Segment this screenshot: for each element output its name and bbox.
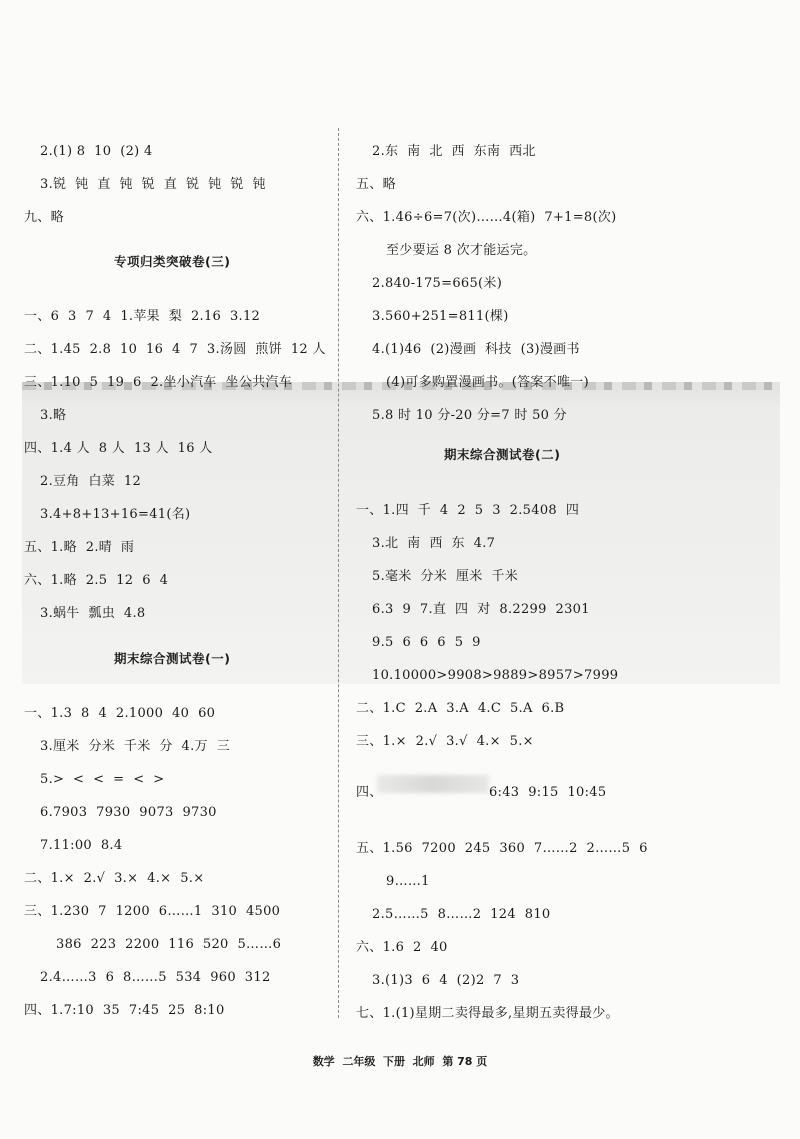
answer-line: 6.3 9 7.直 四 对 8.2299 2301 bbox=[372, 602, 590, 617]
answer-line: 五、1.略 2.晴 雨 bbox=[24, 540, 135, 555]
answer-line: 7.11:00 8.4 bbox=[40, 838, 123, 853]
answer-line: 2.4……3 6 8……5 534 960 312 bbox=[40, 970, 271, 985]
answer-line: 3.560+251=811(棵) bbox=[372, 309, 509, 324]
answer-line: 七、1.(1)星期二卖得最多,星期五卖得最少。 bbox=[356, 1006, 619, 1021]
answer-line: 10.10000>9908>9889>8957>7999 bbox=[372, 668, 619, 683]
answer-line: 一、6 3 7 4 1.苹果 梨 2.16 3.12 bbox=[24, 309, 261, 324]
answer-line: 五、略 bbox=[356, 177, 396, 192]
answer-line: 5.> < < = < > bbox=[40, 772, 165, 787]
answer-line: 一、1.四 千 4 2 5 3 2.5408 四 bbox=[356, 503, 580, 518]
answer-line: (4)可多购置漫画书。(答案不唯一) bbox=[386, 375, 589, 390]
answer-line: 3.北 南 西 东 4.7 bbox=[372, 536, 496, 551]
answer-line: 六、1.6 2 40 bbox=[356, 940, 448, 955]
answer-line: 3.4+8+13+16=41(名) bbox=[40, 507, 191, 522]
answer-line: 3.蜗牛 瓢虫 4.8 bbox=[40, 606, 146, 621]
answer-line: 三、1.230 7 1200 6……1 310 4500 bbox=[24, 904, 281, 919]
answer-line: 三、1.10 5 19 6 2.坐小汽车 坐公共汽车 bbox=[24, 375, 293, 390]
answer-line: 四、 6:43 9:15 10:45 bbox=[356, 785, 607, 800]
answer-line: 二、1.C 2.A 3.A 4.C 5.A 6.B bbox=[356, 701, 565, 716]
answer-line: 三、1.× 2.√ 3.√ 4.× 5.× bbox=[356, 734, 534, 749]
answer-line: 5.8 时 10 分-20 分=7 时 50 分 bbox=[372, 408, 567, 423]
answer-line: 9.5 6 6 6 5 9 bbox=[372, 635, 481, 650]
answer-line: 四、1.7:10 35 7:45 25 8:10 bbox=[24, 1003, 225, 1018]
section-heading: 期末综合测试卷(二) bbox=[444, 447, 561, 462]
answer-line: 3.(1)3 6 4 (2)2 7 3 bbox=[372, 973, 520, 988]
answer-line: 六、1.46÷6=7(次)……4(箱) 7+1=8(次) bbox=[356, 210, 617, 225]
answer-line: 2.豆角 白菜 12 bbox=[40, 474, 142, 489]
answer-line: 386 223 2200 116 520 5……6 bbox=[56, 937, 282, 952]
answer-line: 3.略 bbox=[40, 408, 67, 423]
column-divider bbox=[338, 128, 339, 1018]
page-footer: 数学 二年级 下册 北师 第 78 页 bbox=[312, 1055, 488, 1068]
answer-line: 2.840-175=665(米) bbox=[372, 276, 503, 291]
answer-line: 九、略 bbox=[24, 210, 64, 225]
section-heading: 专项归类突破卷(三) bbox=[114, 254, 231, 269]
answer-line: 五、1.56 7200 245 360 7……2 2……5 6 bbox=[356, 841, 648, 856]
answer-line: 六、1.略 2.5 12 6 4 bbox=[24, 573, 169, 588]
answer-line: 二、1.45 2.8 10 16 4 7 3.汤圆 煎饼 12 人 bbox=[24, 342, 326, 357]
answer-line: 2.(1) 8 10 (2) 4 bbox=[40, 144, 153, 159]
answer-line: 2.5……5 8……2 124 810 bbox=[372, 907, 551, 922]
answer-line: 至少要运 8 次才能运完。 bbox=[386, 243, 537, 258]
section-heading: 期末综合测试卷(一) bbox=[114, 651, 231, 666]
answer-line: 4.(1)46 (2)漫画 科技 (3)漫画书 bbox=[372, 342, 580, 357]
answer-line: 2.东 南 北 西 东南 西北 bbox=[372, 144, 536, 159]
answer-line: 5.毫米 分米 厘米 千米 bbox=[372, 569, 518, 584]
answer-line: 3.厘米 分米 千米 分 4.万 三 bbox=[40, 739, 231, 754]
answer-line: 二、1.× 2.√ 3.× 4.× 5.× bbox=[24, 871, 205, 886]
answer-line: 9……1 bbox=[386, 874, 430, 889]
answer-line: 一、1.3 8 4 2.1000 40 60 bbox=[24, 706, 216, 721]
answer-line: 3.锐 钝 直 钝 锐 直 锐 钝 锐 钝 bbox=[40, 177, 266, 192]
answer-line: 6.7903 7930 9073 9730 bbox=[40, 805, 217, 820]
answer-line: 四、1.4 人 8 人 13 人 16 人 bbox=[24, 441, 213, 456]
